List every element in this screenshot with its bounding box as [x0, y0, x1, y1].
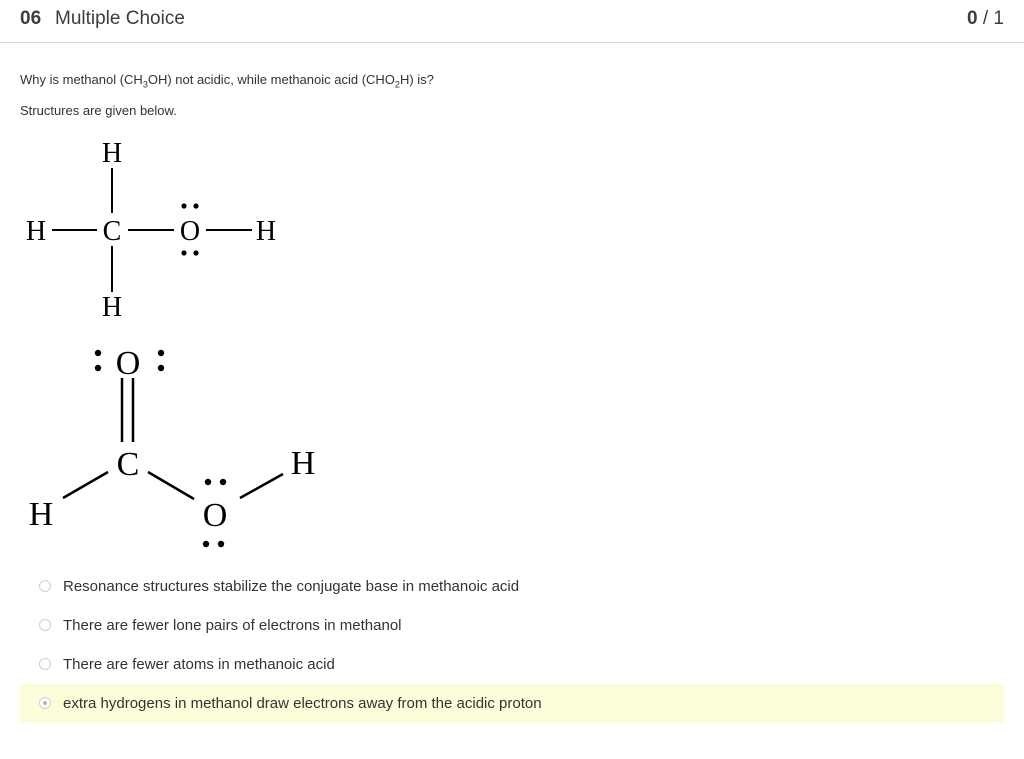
score-total: 1 [993, 8, 1004, 29]
prompt-part: Why is methanol (CH [20, 72, 143, 87]
atom-h: H [255, 216, 277, 247]
answer-choice[interactable] [20, 606, 1004, 645]
answer-choice-selected[interactable] [20, 684, 1004, 723]
lone-pair-dot [181, 250, 186, 255]
atom-o: O [202, 497, 228, 534]
lone-pair-dot [158, 350, 164, 356]
answer-choice-label[interactable]: extra hydrogens in methanol draw electrons away from the acidic proton [63, 695, 542, 712]
radio-button[interactable] [39, 580, 51, 592]
lone-pair-dot [205, 479, 211, 485]
lone-pair-dot [158, 365, 164, 371]
answer-choice-label[interactable]: There are fewer lone pairs of electrons in methanol [63, 617, 402, 634]
atom-h: H [290, 445, 316, 482]
bond [148, 472, 194, 499]
answer-choice[interactable] [20, 645, 1004, 684]
atom-c: C [116, 446, 140, 483]
prompt-subscript: 2 [394, 79, 400, 90]
score-separator: / [977, 8, 994, 29]
lone-pair-dot [218, 541, 224, 547]
answer-choice-label[interactable]: There are fewer atoms in methanoic acid [63, 656, 335, 673]
methanol-structure [26, 138, 276, 323]
prompt-part: OH) not acidic, while methanoic acid (CHO [147, 72, 395, 87]
radio-button[interactable] [39, 619, 51, 631]
atom-h: H [101, 138, 123, 169]
score-earned: 0 [967, 8, 978, 29]
methanoic-acid-structure [29, 345, 316, 547]
atom-h: H [25, 216, 47, 247]
lone-pair-dot [95, 350, 101, 356]
lone-pair-dot [95, 365, 101, 371]
atom-c: C [102, 216, 122, 247]
lone-pair-dot [193, 250, 198, 255]
lone-pair-dot [193, 203, 198, 208]
atom-o: O [179, 216, 201, 247]
lone-pair-dot [181, 203, 186, 208]
prompt-subscript: 3 [142, 79, 148, 90]
atom-h: H [28, 496, 54, 533]
lone-pair-dot [220, 479, 226, 485]
atom-o: O [115, 345, 141, 382]
radio-dot [43, 701, 47, 705]
bond [240, 474, 283, 498]
question-type: Multiple Choice [55, 8, 185, 29]
atom-h: H [101, 292, 123, 323]
bond [63, 472, 108, 498]
answer-choices [20, 567, 1004, 723]
prompt-part: H) is? [399, 72, 434, 87]
radio-button[interactable] [39, 658, 51, 670]
question-number: 06 [20, 8, 42, 29]
radio-button-selected[interactable] [39, 697, 51, 709]
structures-note: Structures are given below. [20, 103, 177, 118]
answer-choice-label[interactable]: Resonance structures stabilize the conjugate base in methanoic acid [63, 578, 520, 595]
lone-pair-dot [203, 541, 209, 547]
answer-choice[interactable] [20, 567, 1004, 606]
